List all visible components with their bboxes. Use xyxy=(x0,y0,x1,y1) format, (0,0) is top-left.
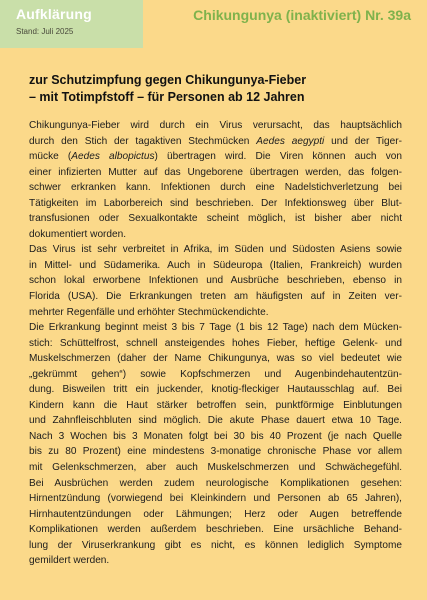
text-line: „gekrümmt gehen“) sowie Kopfschmerzen und Augenbindehautentzün- xyxy=(29,368,402,380)
text-line: schwer erkranken kann. Infektionen durch eine Nadelstichverletzung bei xyxy=(29,182,402,194)
text-segment: mücke ( xyxy=(29,151,72,163)
text-line: einer infizierten Mutter auf das Ungeborene übertragen werden, das folgen- xyxy=(29,166,402,178)
badge-title: Aufklärung xyxy=(16,6,92,22)
text-line xyxy=(29,134,402,150)
text-segment: ) übertragen wird. Die Viren können auch von xyxy=(154,151,402,163)
text-line: Tätigkeiten im Laborbereich sind beschrieben. Der Infektionsweg über Blut- xyxy=(29,197,402,209)
body-text xyxy=(29,118,402,569)
text-line: Das Virus ist sehr verbreitet in Afrika, im Süden und Südosten Asiens sowie xyxy=(29,244,402,256)
text-line: Hirnhautentzündungen oder Lähmungen; Herz oder Augen betreffende xyxy=(29,508,402,520)
text-line: Kindern kann die Haut stärker betroffen sein, punktförmige Einblutungen xyxy=(29,399,402,411)
text-line: lung der Viruserkrankung gibt es nicht, es können lediglich Symptome xyxy=(29,539,402,551)
text-line: Nach 3 Wochen bis 3 Monaten folgt bei 30 bis 40 Prozent (je nach Quelle xyxy=(29,430,402,442)
text-line: stich: Schüttelfrost, schnell ansteigendes hohes Fieber, heftige Gelenk- und xyxy=(29,337,402,349)
text-line: in Mittel- und Südamerika. Auch in Südeuropa (Italien, Frankreich) wurden xyxy=(29,259,402,271)
document-type-badge xyxy=(0,0,143,48)
document-id: Chikungunya (inaktiviert) Nr. 39a xyxy=(193,7,411,23)
text-line: Hirnentzündung (vorwiegend bei Kleinkindern und Personen ab 65 Jahren), xyxy=(29,493,402,505)
text-line: dokumentiert worden. xyxy=(29,228,127,240)
text-line: Die Erkrankung beginnt meist 3 bis 7 Tage (1 bis 12 Tage) nach dem Mücken- xyxy=(29,322,402,334)
text-line: Florida (USA). Die Erkrankungen treten am häufigsten auf in Zeiten ver- xyxy=(29,291,402,303)
text-line: dung. Bisweilen tritt ein juckender, knotig-fleckiger Hautausschlag auf. Bei xyxy=(29,384,402,396)
text-segment: durch den Stich der tagaktiven Stechmücken xyxy=(29,135,257,147)
text-line: transfusionen oder Sexualkontakte scheint möglich, ist bisher aber nicht xyxy=(29,213,402,225)
text-line: schon lokal erworbene Infektionen und Ausbrüche beschrieben, ebenso in xyxy=(29,275,402,287)
text-line: Komplikationen werden außerdem beschrieben. Eine ursächliche Behand- xyxy=(29,524,402,536)
document-headline xyxy=(29,72,409,106)
header-band xyxy=(0,0,427,48)
species-name: Aedes aegypti xyxy=(256,135,325,147)
text-line: und Zahnfleischbluten sind möglich. Die akute Phase dauert etwa 10 Tage. xyxy=(29,415,402,427)
text-line: gemildert werden. xyxy=(29,555,110,567)
text-line: Muskelschmerzen (daher der Name Chikungunya, was so viel bedeutet wie xyxy=(29,353,402,365)
text-segment: und der Tiger- xyxy=(324,135,402,147)
headline-line-2: – mit Totimpfstoff – für Personen ab 12 Jahren xyxy=(29,90,305,104)
stand-date: Stand: Juli 2025 xyxy=(16,27,74,36)
text-line: Chikungunya-Fieber wird durch ein Virus verursacht, das hauptsächlich xyxy=(29,120,402,131)
species-name: Aedes albopictus xyxy=(71,151,155,163)
headline-line-1: zur Schutzimpfung gegen Chikungunya-Fieber xyxy=(29,73,307,87)
text-line: bis zu 80 Prozent) eine mindestens 3-monatige chronische Phase vor allem xyxy=(29,446,402,458)
text-line: mehrter Regenfälle und erhöhter Stechmückendichte. xyxy=(29,306,269,318)
text-line: mit Gelenkschmerzen, aber auch Muskelschmerzen und Schwächegefühl. xyxy=(29,462,402,474)
text-line xyxy=(29,149,402,165)
text-line: Bei Ausbrüchen werden zudem neurologische Komplikationen gesehen: xyxy=(29,477,402,489)
